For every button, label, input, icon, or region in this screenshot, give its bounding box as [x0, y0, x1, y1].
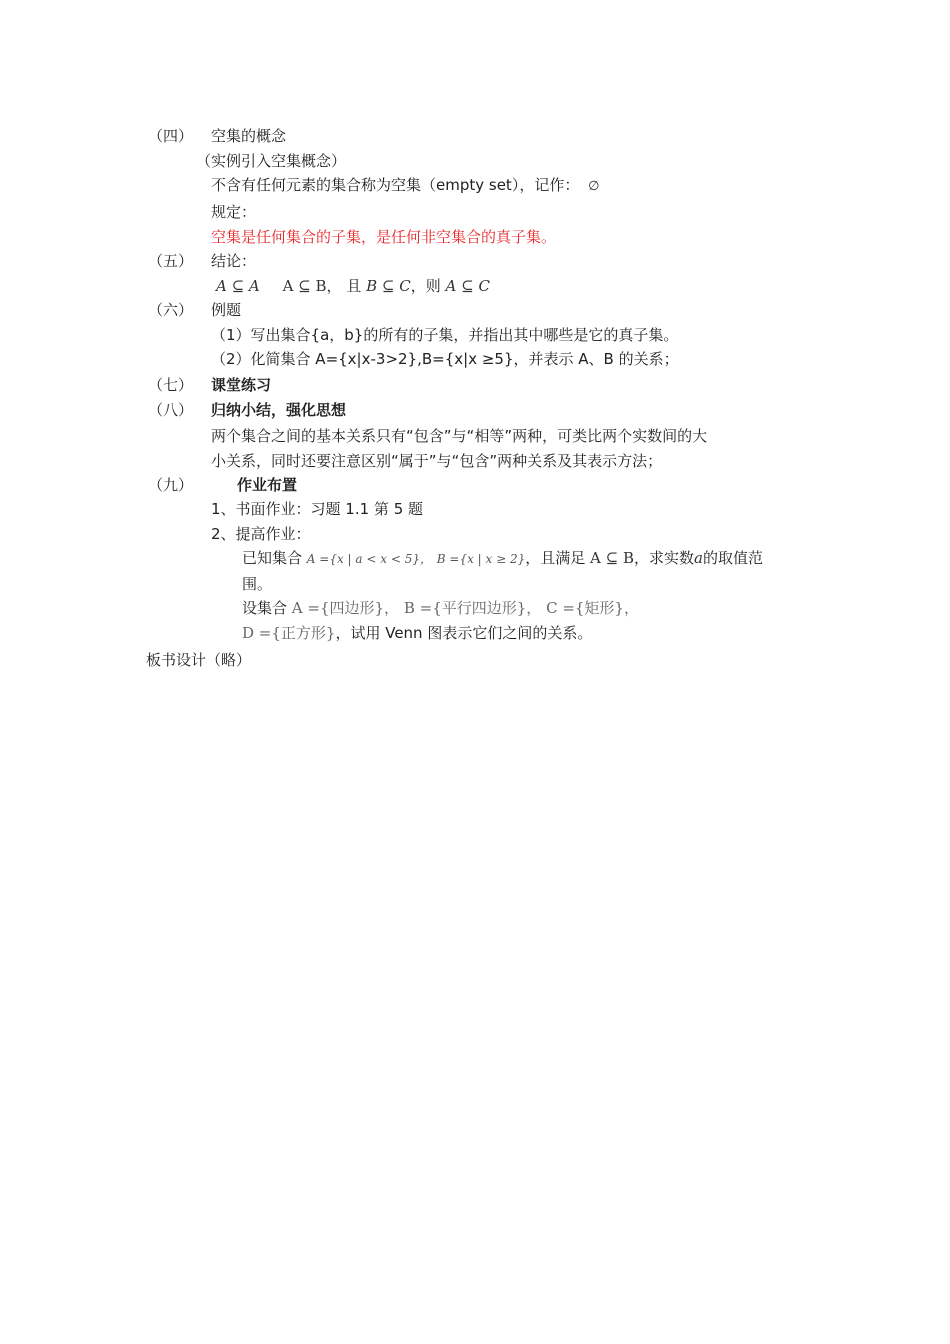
problem-text: 的取值范 — [702, 549, 763, 567]
conclusion-formula — [216, 276, 490, 296]
relation-formula: A ⊆ B — [590, 549, 634, 567]
section-title: 例题 — [211, 301, 242, 319]
section-4 — [0, 126, 286, 146]
set-b-formula: B ={x | x ≥ 2} — [436, 552, 526, 566]
rule-label: 规定： — [211, 203, 257, 221]
set-formula: A ={四边形}， — [291, 599, 400, 617]
set-formula: B ={平行四边形}， — [403, 599, 542, 617]
section-number: （五） — [148, 252, 194, 270]
set-formula: C ={矩形}， — [546, 599, 639, 617]
example-2: （2）化简集合 A={x|x-3>2},B={x|x ≥5}，并表示 A、B 的关系； — [211, 350, 679, 368]
section-title: 空集的概念 — [211, 127, 287, 145]
variable: a — [694, 549, 703, 567]
homework-1: 1、书面作业：习题 1.1 第 5 题 — [211, 500, 424, 518]
homework-2-problem-b — [242, 598, 639, 618]
homework-2-problem-a-cont: 围。 — [242, 575, 273, 593]
section-title: 课堂练习 — [211, 376, 272, 394]
formula-part: A ⊆ C — [445, 277, 490, 295]
empty-set-symbol: ∅ — [588, 179, 600, 194]
section-7 — [0, 375, 271, 395]
empty-set-definition — [211, 175, 599, 197]
section-title: 结论： — [211, 252, 257, 270]
board-design: 板书设计（略） — [146, 651, 252, 669]
section-9 — [0, 475, 297, 495]
homework-2-problem-b-cont — [242, 623, 592, 643]
section-title: 归纳小结，强化思想 — [211, 401, 347, 419]
section-number: （九） — [148, 476, 194, 494]
section-title: 作业布置 — [237, 476, 298, 494]
formula-part: B ⊆ C — [366, 277, 411, 295]
summary-paragraph-line-2: 小关系，同时还要注意区别“属于”与“包含”两种关系及其表示方法； — [211, 452, 663, 470]
formula-part: ，则 — [410, 277, 441, 295]
section-number: （七） — [148, 376, 194, 394]
problem-text: ，求实数 — [634, 549, 695, 567]
section-4-intro: （实例引入空集概念） — [196, 152, 347, 170]
homework-2: 2、提高作业： — [211, 525, 311, 543]
set-formula: D ={正方形} — [242, 624, 336, 642]
section-number: （六） — [148, 301, 194, 319]
problem-text: ，且满足 — [525, 549, 586, 567]
empty-set-rule: 空集是任何集合的子集，是任何非空集合的真子集。 — [211, 228, 557, 246]
formula-part: A ⊆ B， — [282, 277, 342, 295]
formula-part: A ⊆ A — [216, 277, 260, 295]
set-a-formula: A ={x | a < x < 5}， — [306, 552, 432, 566]
section-number: （八） — [148, 401, 194, 419]
problem-text: ，试用 Venn 图表示它们之间的关系。 — [335, 624, 593, 642]
summary-paragraph-line-1: 两个集合之间的基本关系只有“包含”与“相等”两种，可类比两个实数间的大 — [211, 427, 708, 445]
problem-text: 设集合 — [242, 599, 288, 617]
section-number: （四） — [148, 127, 194, 145]
homework-2-problem-a — [242, 548, 763, 569]
section-8 — [0, 400, 346, 420]
section-5 — [0, 251, 256, 271]
problem-text: 已知集合 — [242, 549, 303, 567]
formula-part: 且 — [346, 277, 362, 295]
example-1: （1）写出集合{a，b}的所有的子集，并指出其中哪些是它的真子集。 — [211, 326, 679, 344]
definition-text: 不含有任何元素的集合称为空集（empty set），记作： — [211, 176, 580, 194]
section-6 — [0, 300, 241, 320]
